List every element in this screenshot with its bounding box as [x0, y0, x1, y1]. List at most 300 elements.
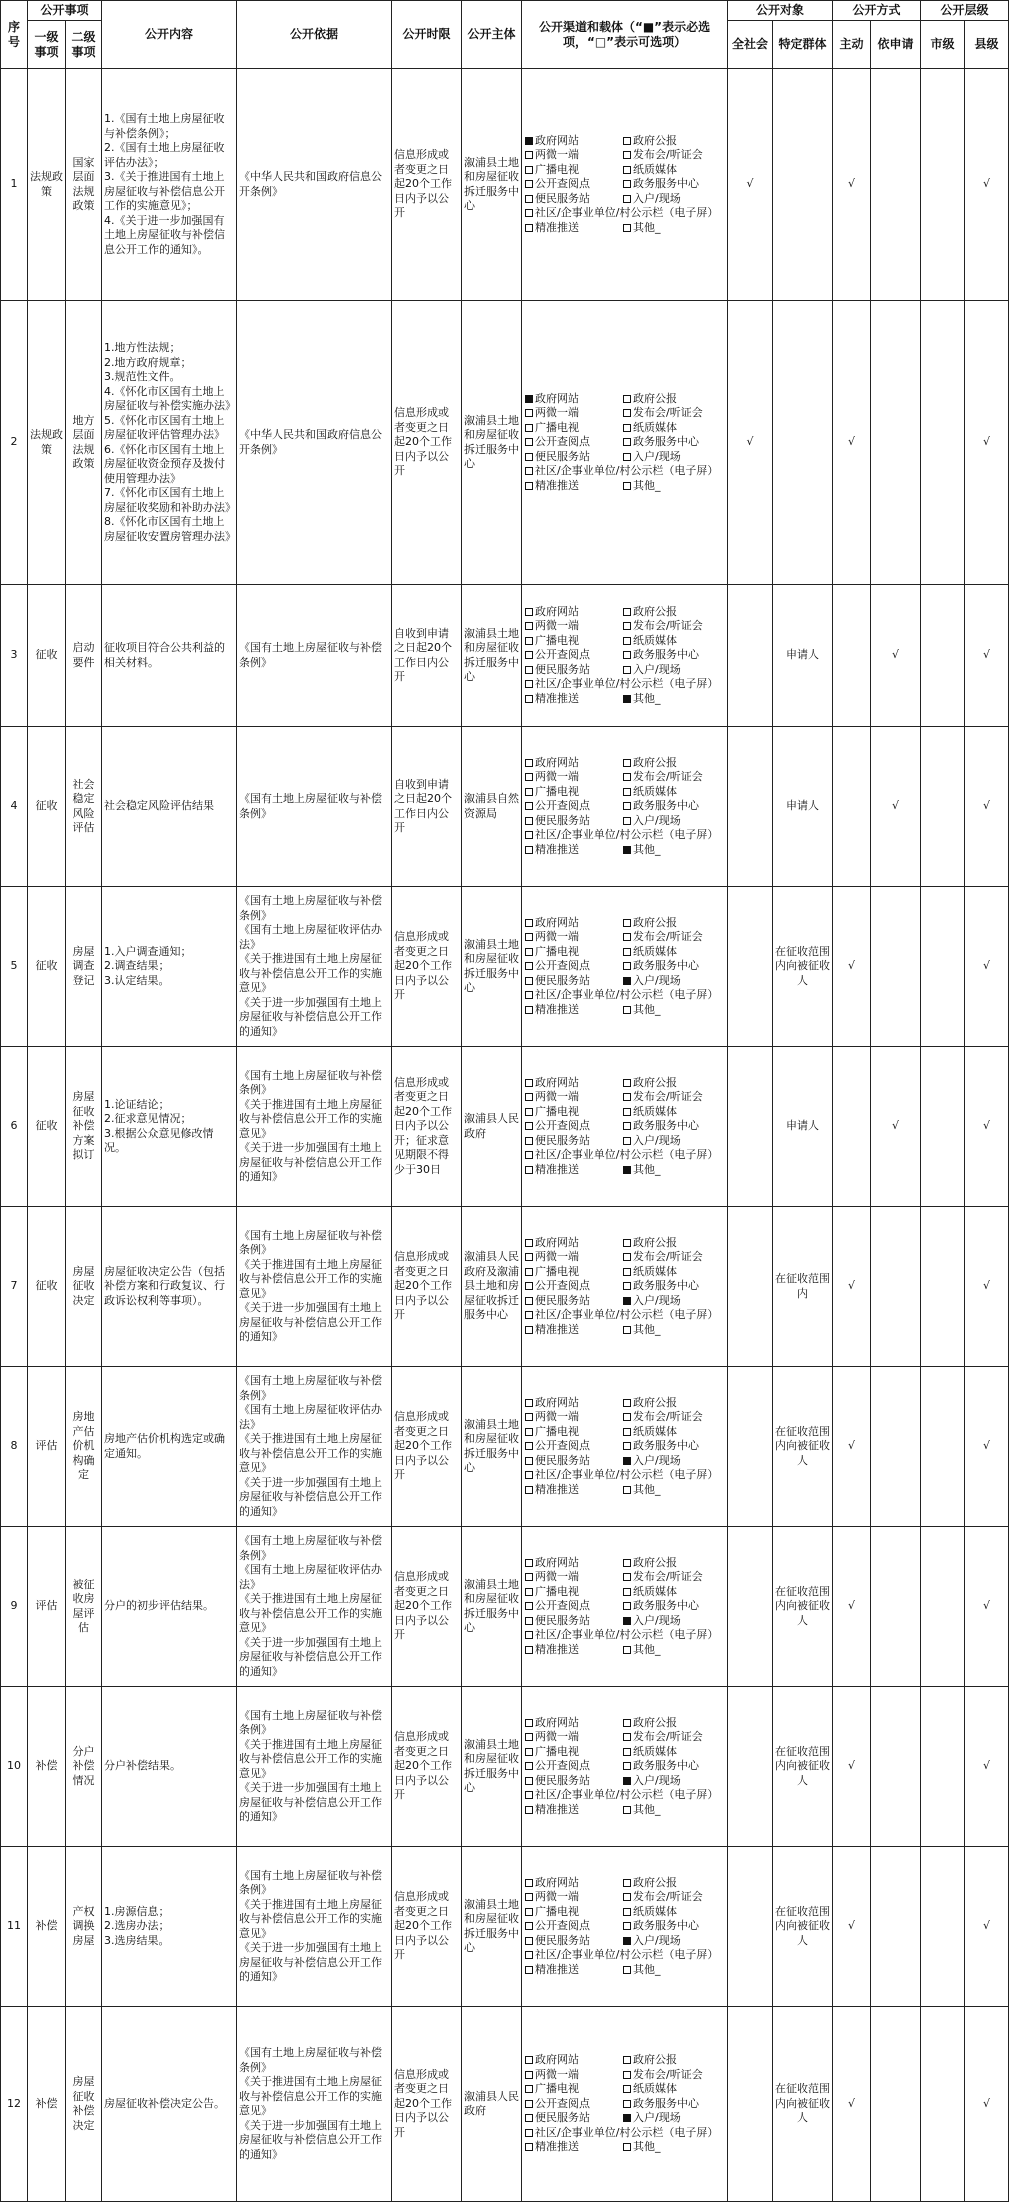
check-mark-icon: √: [892, 799, 900, 813]
channel-option: [623, 1076, 724, 1091]
unchecked-box-icon: [525, 1937, 533, 1945]
row-deadline: 自收到申请之日起20个工作日内公开: [392, 585, 462, 727]
unchecked-box-icon: [525, 991, 533, 999]
unchecked-box-icon: [623, 1646, 631, 1654]
header-mode: 公开方式: [833, 1, 921, 21]
channel-label: 两微一端: [535, 2067, 580, 2081]
header-matter: 公开事项: [28, 1, 102, 21]
channel-option: [623, 1716, 724, 1731]
channel-label: 社区/企事业单位/村公示栏（电子屏）: [535, 464, 719, 478]
channel-option: [623, 1454, 724, 1469]
row-active: [833, 1207, 871, 1367]
unchecked-box-icon: [525, 1646, 533, 1654]
basis-line: 《关于进一步加强国有土地上房屋征收与补偿信息公开工作的通知》: [239, 1141, 383, 1183]
row-level2: 房地产估价机构确定: [66, 1367, 102, 1527]
table-row: [1, 1527, 1009, 1687]
row-level1: 补偿: [28, 1687, 66, 1847]
row-seq: 2: [1, 301, 28, 585]
content-line: 2.地方政府规章；: [104, 355, 192, 369]
header-level1: 一级事项: [28, 21, 66, 69]
unchecked-box-icon: [525, 409, 533, 417]
basis-line: 《中华人民共和国政府信息公开条例》: [239, 428, 383, 456]
unchecked-box-icon: [525, 1428, 533, 1436]
unchecked-box-icon: [525, 1442, 533, 1450]
channel-label: 公开查阅点: [535, 1599, 591, 1613]
channel-option: [525, 814, 621, 829]
check-mark-icon: √: [746, 435, 754, 449]
channel-label: 政府公报: [633, 604, 678, 618]
channel-label: 其他_: [633, 1962, 661, 1976]
channel-option: [525, 177, 621, 192]
channel-label: 其他_: [633, 1322, 661, 1336]
unchecked-box-icon: [525, 1151, 533, 1159]
row-basis: [237, 1527, 392, 1687]
channel-label: 发布会/听证会: [633, 1730, 703, 1744]
unchecked-box-icon: [525, 1922, 533, 1930]
row-subject: 溆浦县土地和房屋征收拆迁服务中心: [462, 585, 522, 727]
channel-label: 政府网站: [535, 133, 580, 147]
channel-option: [525, 1134, 621, 1149]
unchecked-box-icon: [623, 1428, 631, 1436]
check-mark-icon: √: [746, 177, 754, 191]
channel-option: [623, 1323, 724, 1338]
row-level1: 征收: [28, 887, 66, 1047]
unchecked-box-icon: [525, 1719, 533, 1727]
table-row: [1, 1207, 1009, 1367]
row-basis: [237, 301, 392, 585]
channel-label: 入户/现场: [633, 1453, 681, 1467]
unchecked-box-icon: [525, 1093, 533, 1101]
unchecked-box-icon: [623, 151, 631, 159]
row-content: [102, 301, 237, 585]
channel-label: 政府公报: [633, 391, 678, 405]
channel-label: 发布会/听证会: [633, 1890, 703, 1904]
unchecked-box-icon: [525, 1399, 533, 1407]
unchecked-box-icon: [623, 1413, 631, 1421]
unchecked-box-icon: [623, 438, 631, 446]
channel-label: 其他_: [633, 220, 661, 234]
channel-option: [525, 134, 621, 149]
row-level2: 启动要件: [66, 585, 102, 727]
row-active: [833, 69, 871, 301]
channel-label: 纸质媒体: [633, 2082, 678, 2096]
unchecked-box-icon: [525, 948, 533, 956]
channel-option: [623, 1585, 724, 1600]
channel-label: 精准推送: [535, 1802, 580, 1816]
unchecked-box-icon: [623, 1879, 631, 1887]
unchecked-box-icon: [525, 1137, 533, 1145]
channel-label: 政务服务中心: [633, 1279, 700, 1293]
header-level: 公开层级: [921, 1, 1009, 21]
channel-label: 公开查阅点: [535, 1759, 591, 1773]
channel-option: [525, 1265, 621, 1280]
unchecked-box-icon: [525, 166, 533, 174]
channel-label: 纸质媒体: [633, 1584, 678, 1598]
row-basis: [237, 1847, 392, 2007]
row-seq: 5: [1, 887, 28, 1047]
unchecked-box-icon: [525, 1893, 533, 1901]
unchecked-box-icon: [525, 919, 533, 927]
channel-option: [623, 692, 724, 707]
unchecked-box-icon: [525, 933, 533, 941]
unchecked-box-icon: [525, 622, 533, 630]
row-specific-group: 申请人: [773, 727, 833, 887]
channel-label: 发布会/听证会: [633, 1570, 703, 1584]
check-mark-icon: √: [983, 1759, 991, 1773]
channel-label: 政府网站: [535, 391, 580, 405]
channel-label: 入户/现场: [633, 191, 681, 205]
checked-box-icon: [623, 1777, 631, 1785]
row-deadline: 信息形成或者变更之日起20个工作日内予以公开: [392, 1207, 462, 1367]
row-city: [921, 1047, 965, 1207]
row-city: [921, 585, 965, 727]
unchecked-box-icon: [623, 1588, 631, 1596]
channel-label: 两微一端: [535, 1250, 580, 1264]
channel-label: 精准推送: [535, 1162, 580, 1176]
unchecked-box-icon: [623, 637, 631, 645]
unchecked-box-icon: [623, 666, 631, 674]
unchecked-box-icon: [623, 1733, 631, 1741]
channel-label: 社区/企事业单位/村公示栏（电子屏）: [535, 988, 719, 1002]
channel-option: [623, 1279, 724, 1294]
channel-option: [623, 1556, 724, 1571]
unchecked-box-icon: [525, 2071, 533, 2079]
content-line: 1.地方性法规；: [104, 341, 181, 354]
unchecked-box-icon: [623, 2071, 631, 2079]
header-on-request: 依申请: [871, 21, 921, 69]
channel-option: [623, 406, 724, 421]
row-channels: [522, 1687, 728, 1847]
channel-label: 纸质媒体: [633, 1104, 678, 1118]
checked-box-icon: [525, 395, 533, 403]
row-content: [102, 1047, 237, 1207]
content-line: 1.房源信息；: [104, 1904, 170, 1918]
channel-option: [525, 1919, 621, 1934]
channel-list: [525, 134, 724, 236]
channel-label: 政府公报: [633, 1395, 678, 1409]
channel-option: [525, 799, 621, 814]
check-mark-icon: √: [892, 1119, 900, 1133]
row-seq: 1: [1, 69, 28, 301]
channel-label: 发布会/听证会: [633, 1090, 703, 1104]
channel-label: 入户/现场: [633, 1133, 681, 1147]
channel-option: [623, 1919, 724, 1934]
check-mark-icon: √: [983, 177, 991, 191]
channel-option: [525, 1425, 621, 1440]
channel-option: [623, 1759, 724, 1774]
basis-line: 《国有土地上房屋征收与补偿条例》: [239, 1708, 383, 1736]
unchecked-box-icon: [623, 1122, 631, 1130]
channel-label: 政府公报: [633, 1075, 678, 1089]
unchecked-box-icon: [525, 2129, 533, 2137]
row-subject: 溆浦县土地和房屋征收拆迁服务中心: [462, 1847, 522, 2007]
channel-label: 广播电视: [535, 162, 580, 176]
unchecked-box-icon: [525, 1791, 533, 1799]
check-mark-icon: √: [848, 1279, 856, 1293]
channel-label: 广播电视: [535, 1584, 580, 1598]
channel-option: [525, 450, 621, 465]
channel-option: [525, 1468, 724, 1483]
unchecked-box-icon: [525, 2085, 533, 2093]
check-mark-icon: √: [983, 1119, 991, 1133]
channel-option: [623, 1439, 724, 1454]
row-subject: 溆浦县土地和房屋征收拆迁服务中心: [462, 69, 522, 301]
basis-line: 《国有土地上房屋征收与补偿条例》: [239, 1228, 383, 1256]
channel-option: [623, 1614, 724, 1629]
channel-option: [525, 1410, 621, 1425]
unchecked-box-icon: [525, 467, 533, 475]
row-basis: [237, 1367, 392, 1527]
check-mark-icon: √: [983, 2096, 991, 2110]
channel-option: [623, 619, 724, 634]
unchecked-box-icon: [525, 962, 533, 970]
content-line: 社会稳定风险评估结果: [104, 799, 215, 813]
channel-label: 政府网站: [535, 604, 580, 618]
channel-label: 两微一端: [535, 1890, 580, 1904]
channel-option: [525, 785, 621, 800]
channel-option: [623, 1570, 724, 1585]
checked-box-icon: [623, 977, 631, 985]
channel-option: [623, 1163, 724, 1178]
row-city: [921, 1687, 965, 1847]
row-subject: 溆浦县人民政府: [462, 2007, 522, 2202]
unchecked-box-icon: [623, 424, 631, 432]
channel-label: 两微一端: [535, 619, 580, 633]
channel-option: [525, 2082, 621, 2097]
table-header: [1, 1, 1009, 69]
channel-label: 社区/企事业单位/村公示栏（电子屏）: [535, 1148, 719, 1162]
channel-option: [525, 1614, 621, 1629]
channel-option: [623, 1396, 724, 1411]
channel-option: [623, 1134, 724, 1149]
channel-label: 社区/企事业单位/村公示栏（电子屏）: [535, 677, 719, 691]
channel-option: [525, 479, 621, 494]
channel-option: [525, 1963, 621, 1978]
unchecked-box-icon: [525, 224, 533, 232]
checked-box-icon: [623, 1617, 631, 1625]
unchecked-box-icon: [623, 817, 631, 825]
row-subject: 溆浦县土地和房屋征收拆迁服务中心: [462, 301, 522, 585]
channel-label: 政务服务中心: [633, 2096, 700, 2110]
basis-line: 《国有土地上房屋征收与补偿条例》: [239, 1868, 383, 1896]
row-active: [833, 301, 871, 585]
channel-label: 入户/现场: [633, 1933, 681, 1947]
channel-option: [525, 1323, 621, 1338]
channel-option: [525, 163, 621, 178]
unchecked-box-icon: [623, 1399, 631, 1407]
row-specific-group: 申请人: [773, 1047, 833, 1207]
row-content: [102, 2007, 237, 2202]
channel-option: [623, 648, 724, 663]
channel-option: [623, 799, 724, 814]
channel-option: [623, 1265, 724, 1280]
channel-label: 社区/企事业单位/村公示栏（电子屏）: [535, 1948, 719, 1962]
basis-line: 《国有土地上房屋征收评估办法》: [239, 1403, 383, 1431]
channel-option: [525, 1788, 724, 1803]
channel-option: [525, 1454, 621, 1469]
unchecked-box-icon: [525, 1166, 533, 1174]
content-line: 8.《怀化市区国有土地上房屋征收安置房管理办法》: [104, 515, 237, 543]
channel-list: [525, 392, 724, 494]
channel-option: [623, 2111, 724, 2126]
row-active: [833, 727, 871, 887]
channel-option: [623, 1119, 724, 1134]
channel-option: [525, 1236, 621, 1251]
channel-option: [525, 1105, 621, 1120]
checked-box-icon: [623, 1457, 631, 1465]
channel-option: [623, 1963, 724, 1978]
unchecked-box-icon: [623, 1602, 631, 1610]
channel-label: 两微一端: [535, 930, 580, 944]
channel-option: [525, 1003, 621, 1018]
channel-option: [623, 1425, 724, 1440]
unchecked-box-icon: [623, 2143, 631, 2151]
channel-label: 便民服务站: [535, 813, 591, 827]
channel-option: [525, 1163, 621, 1178]
channel-label: 精准推送: [535, 1962, 580, 1976]
channel-label: 广播电视: [535, 420, 580, 434]
channel-label: 政府公报: [633, 755, 678, 769]
check-mark-icon: √: [983, 1599, 991, 1613]
row-level1: 补偿: [28, 1847, 66, 2007]
row-specific-group: 在征收范围内: [773, 1207, 833, 1367]
channel-option: [525, 974, 621, 989]
basis-line: 《关于推进国有土地上房屋征收与补偿信息公开工作的实施意见》: [239, 1592, 383, 1634]
channel-label: 政府公报: [633, 1555, 678, 1569]
unchecked-box-icon: [525, 1079, 533, 1087]
channel-label: 其他_: [633, 1482, 661, 1496]
channel-label: 政务服务中心: [633, 1119, 700, 1133]
channel-option: [525, 677, 724, 692]
unchecked-box-icon: [623, 1253, 631, 1261]
channel-option: [525, 1905, 621, 1920]
channel-list: [525, 2053, 724, 2155]
unchecked-box-icon: [525, 482, 533, 490]
channel-label: 政府公报: [633, 133, 678, 147]
row-active: [833, 2007, 871, 2202]
check-mark-icon: √: [848, 177, 856, 191]
unchecked-box-icon: [623, 933, 631, 941]
channel-label: 入户/现场: [633, 1613, 681, 1627]
unchecked-box-icon: [525, 1588, 533, 1596]
row-level1: 法规政策: [28, 301, 66, 585]
check-mark-icon: √: [983, 1279, 991, 1293]
row-specific-group: 申请人: [773, 585, 833, 727]
unchecked-box-icon: [525, 695, 533, 703]
unchecked-box-icon: [525, 1122, 533, 1130]
row-subject: 溆浦县自然资源局: [462, 727, 522, 887]
basis-line: 《国有土地上房屋征收与补偿条例》: [239, 1068, 383, 1096]
unchecked-box-icon: [525, 1253, 533, 1261]
row-level1: 征收: [28, 585, 66, 727]
channel-label: 其他_: [633, 1002, 661, 1016]
basis-line: 《关于进一步加强国有土地上房屋征收与补偿信息公开工作的通知》: [239, 2118, 383, 2161]
basis-line: 《国有土地上房屋征收与补偿条例》: [239, 792, 383, 820]
unchecked-box-icon: [525, 1762, 533, 1770]
check-mark-icon: √: [848, 2096, 856, 2110]
channel-label: 两微一端: [535, 1410, 580, 1424]
content-line: 3.《关于推进国有土地上房屋征收与补偿信息公开工作的实施意见》；: [104, 170, 226, 212]
row-all-society: [728, 2007, 773, 2202]
channel-label: 政府公报: [633, 1235, 678, 1249]
channel-label: 发布会/听证会: [633, 930, 703, 944]
channel-option: [525, 916, 621, 931]
basis-line: 《国有土地上房屋征收与补偿条例》: [239, 1534, 383, 1562]
channel-label: 政府网站: [535, 2053, 580, 2067]
channel-label: 政府网站: [535, 1555, 580, 1569]
channel-option: [623, 1745, 724, 1760]
row-deadline: 信息形成或者变更之日起20个工作日内予以公开: [392, 887, 462, 1047]
channel-label: 便民服务站: [535, 2111, 591, 2125]
channel-option: [525, 221, 621, 236]
channel-list: [525, 1716, 724, 1818]
header-seq: 序号: [1, 1, 28, 69]
unchecked-box-icon: [623, 1268, 631, 1276]
unchecked-box-icon: [525, 1486, 533, 1494]
channel-option: [525, 930, 621, 945]
channel-option: [525, 406, 621, 421]
channel-label: 政务服务中心: [633, 1759, 700, 1773]
header-basis: 公开依据: [237, 1, 392, 69]
unchecked-box-icon: [525, 788, 533, 796]
unchecked-box-icon: [623, 759, 631, 767]
unchecked-box-icon: [623, 1893, 631, 1901]
channel-label: 精准推送: [535, 842, 580, 856]
row-seq: 3: [1, 585, 28, 727]
row-all-society: [728, 1687, 773, 1847]
channel-option: [525, 1396, 621, 1411]
channel-option: [525, 1934, 621, 1949]
channel-option: [525, 756, 621, 771]
channel-label: 便民服务站: [535, 1613, 591, 1627]
channel-option: [525, 148, 621, 163]
unchecked-box-icon: [623, 2085, 631, 2093]
channel-label: 政务服务中心: [633, 177, 700, 191]
unchecked-box-icon: [525, 817, 533, 825]
unchecked-box-icon: [525, 1602, 533, 1610]
row-city: [921, 1367, 965, 1527]
channel-option: [623, 1934, 724, 1949]
channel-option: [525, 1308, 724, 1323]
channel-option: [525, 1148, 724, 1163]
channel-option: [623, 1294, 724, 1309]
basis-line: 《国有土地上房屋征收与补偿条例》: [239, 894, 383, 922]
channel-label: 广播电视: [535, 1744, 580, 1758]
channel-list: [525, 1236, 724, 1338]
channel-label: 政务服务中心: [633, 1599, 700, 1613]
channel-label: 精准推送: [535, 2140, 580, 2154]
channel-option: [623, 1730, 724, 1745]
row-level1: 征收: [28, 1047, 66, 1207]
row-county: [965, 1207, 1009, 1367]
unchecked-box-icon: [525, 151, 533, 159]
row-basis: [237, 2007, 392, 2202]
channel-label: 精准推送: [535, 691, 580, 705]
unchecked-box-icon: [525, 180, 533, 188]
row-content: [102, 1687, 237, 1847]
row-all-society: [728, 69, 773, 301]
unchecked-box-icon: [623, 608, 631, 616]
channel-option: [623, 2097, 724, 2112]
row-level2: 社会稳定风险评估: [66, 727, 102, 887]
header-deadline: 公开时限: [392, 1, 462, 69]
unchecked-box-icon: [525, 1573, 533, 1581]
row-county: [965, 69, 1009, 301]
unchecked-box-icon: [623, 1922, 631, 1930]
channel-label: 政务服务中心: [633, 959, 700, 973]
channel-option: [525, 1716, 621, 1731]
row-basis: [237, 727, 392, 887]
